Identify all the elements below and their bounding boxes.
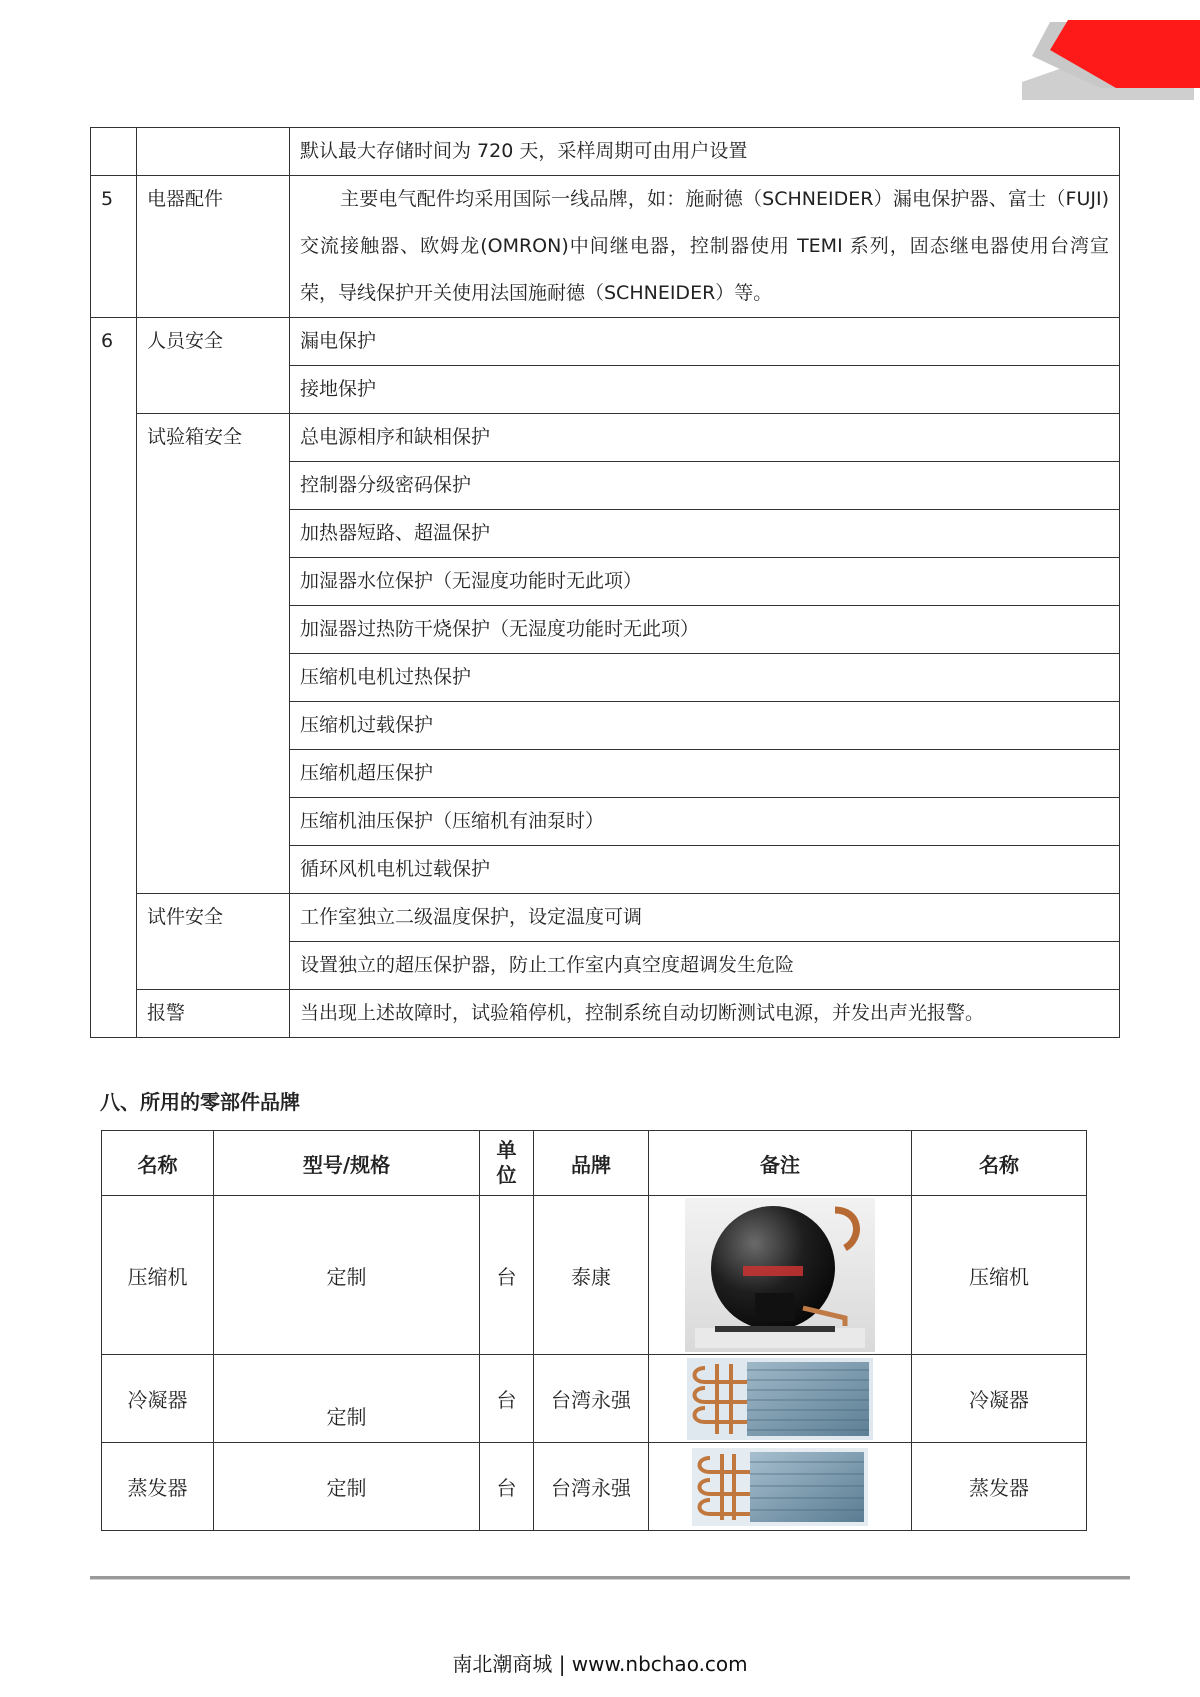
row-category: 试验箱安全 <box>137 414 290 894</box>
row-number: 5 <box>91 176 137 318</box>
footer-text: 南北潮商城 | www.nbchao.com <box>452 1652 748 1676</box>
section-title: 八、所用的零部件品牌 <box>100 1090 300 1114</box>
row-category <box>137 128 290 176</box>
header-model: 型号/规格 <box>214 1131 480 1196</box>
header-name-2: 名称 <box>912 1131 1087 1196</box>
part-remark <box>649 1355 912 1443</box>
table-row <box>91 318 1120 366</box>
safety-item: 接地保护 <box>290 366 1120 414</box>
footer-divider <box>90 1576 1130 1580</box>
safety-item: 压缩机油压保护（压缩机有油泵时） <box>290 798 1120 846</box>
part-unit: 台 <box>480 1355 534 1443</box>
part-model: 定制 <box>214 1443 480 1531</box>
part-brand: 台湾永强 <box>534 1443 649 1531</box>
parts-brand-table <box>101 1130 1087 1531</box>
evaporator-photo <box>692 1448 868 1526</box>
safety-item: 总电源相序和缺相保护 <box>290 414 1120 462</box>
spec-table <box>90 127 1120 1038</box>
table-row <box>102 1196 1087 1355</box>
row-category: 电器配件 <box>137 176 290 318</box>
part-name: 压缩机 <box>102 1196 214 1355</box>
safety-item: 压缩机电机过热保护 <box>290 654 1120 702</box>
table-header-row <box>102 1131 1087 1196</box>
header-brand: 品牌 <box>534 1131 649 1196</box>
safety-item: 加湿器过热防干烧保护（无湿度功能时无此项） <box>290 606 1120 654</box>
row-description: 默认最大存储时间为 720 天，采样周期可由用户设置 <box>290 128 1120 176</box>
safety-item: 压缩机超压保护 <box>290 750 1120 798</box>
part-brand: 台湾永强 <box>534 1355 649 1443</box>
table-row <box>102 1355 1087 1443</box>
row-number: 6 <box>91 318 137 1038</box>
table-row <box>91 176 1120 318</box>
table-row <box>102 1443 1087 1531</box>
part-remark <box>649 1443 912 1531</box>
safety-item: 循环风机电机过载保护 <box>290 846 1120 894</box>
part-brand: 泰康 <box>534 1196 649 1355</box>
part-name: 冷凝器 <box>102 1355 214 1443</box>
safety-item: 压缩机过载保护 <box>290 702 1120 750</box>
table-row <box>91 414 1120 462</box>
part-remark <box>649 1196 912 1355</box>
table-row <box>91 990 1120 1038</box>
part-unit: 台 <box>480 1196 534 1355</box>
table-row <box>91 128 1120 176</box>
safety-item: 当出现上述故障时，试验箱停机，控制系统自动切断测试电源，并发出声光报警。 <box>290 990 1120 1038</box>
safety-item: 工作室独立二级温度保护，设定温度可调 <box>290 894 1120 942</box>
corner-banner-decoration <box>940 0 1200 120</box>
safety-item: 设置独立的超压保护器，防止工作室内真空度超调发生危险 <box>290 942 1120 990</box>
part-model: 定制 <box>214 1355 480 1443</box>
safety-item: 漏电保护 <box>290 318 1120 366</box>
part-unit: 台 <box>480 1443 534 1531</box>
part-name-2: 压缩机 <box>912 1196 1087 1355</box>
row-category: 试件安全 <box>137 894 290 990</box>
row-description: 主要电气配件均采用国际一线品牌，如：施耐德（SCHNEIDER）漏电保护器、富士（FUJI)交流接触器、欧姆龙(OMRON)中间继电器，控制器使用 TEMI 系列，固态继电器使用台湾宣荣，导线保护开关使用法国施耐德（SCHNEIDER）等。 <box>290 176 1120 318</box>
compressor-photo <box>685 1198 875 1352</box>
part-model: 定制 <box>214 1196 480 1355</box>
part-name-2: 蒸发器 <box>912 1443 1087 1531</box>
header-unit: 单位 <box>480 1131 534 1196</box>
header-remark: 备注 <box>649 1131 912 1196</box>
row-category: 报警 <box>137 990 290 1038</box>
part-name-2: 冷凝器 <box>912 1355 1087 1443</box>
row-number <box>91 128 137 176</box>
safety-item: 加热器短路、超温保护 <box>290 510 1120 558</box>
safety-item: 控制器分级密码保护 <box>290 462 1120 510</box>
table-row <box>91 894 1120 942</box>
condenser-photo <box>687 1358 873 1440</box>
row-category: 人员安全 <box>137 318 290 414</box>
safety-item: 加湿器水位保护（无湿度功能时无此项） <box>290 558 1120 606</box>
header-name: 名称 <box>102 1131 214 1196</box>
part-name: 蒸发器 <box>102 1443 214 1531</box>
